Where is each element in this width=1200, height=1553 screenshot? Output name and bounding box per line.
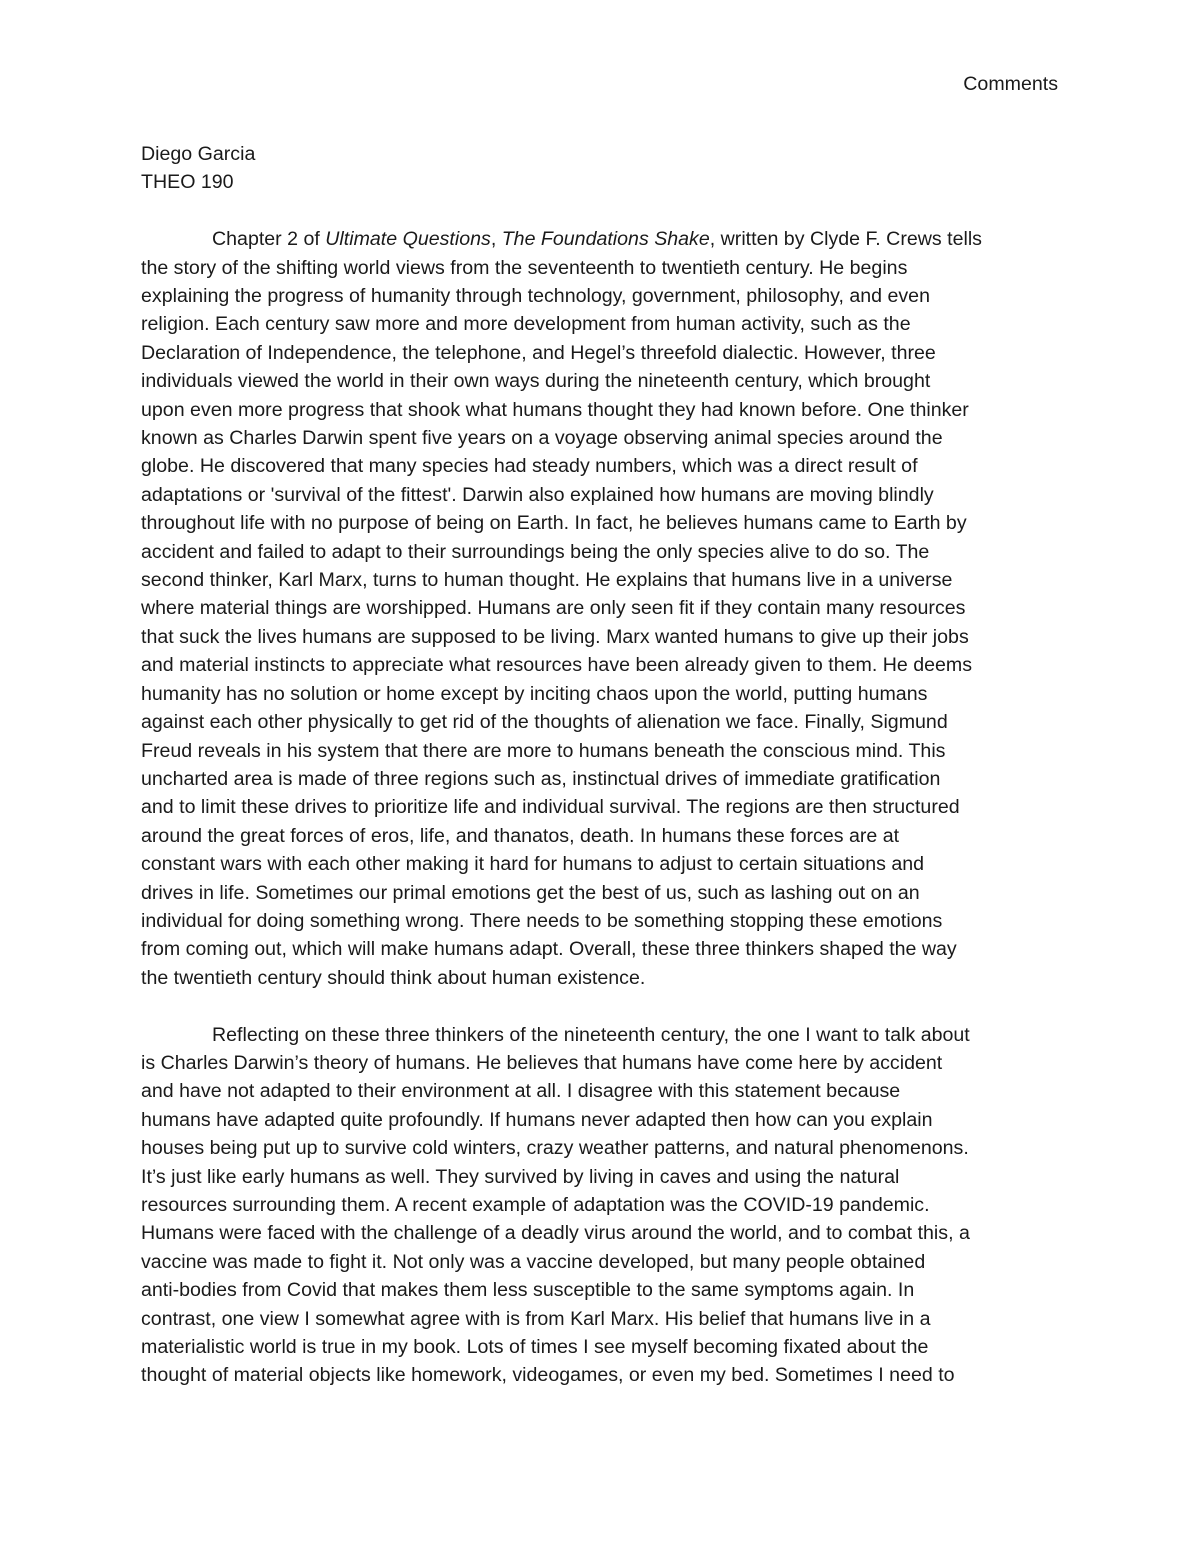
text-line: individual for doing something wrong. There needs to be something stopping these emotions: [141, 909, 943, 932]
text-line: is Charles Darwin’s theory of humans. He believes that humans have come here by accident: [141, 1051, 943, 1074]
text-line: contrast, one view I somewhat agree with is from Karl Marx. His belief that humans live in a: [141, 1307, 931, 1330]
document-body: [141, 140, 1071, 1390]
text-line: adaptations or 'survival of the fittest'. Darwin also explained how humans are moving blindly: [141, 483, 934, 506]
text-line: constant wars with each other making it hard for humans to adjust to certain situations and: [141, 853, 925, 876]
text-line: accident and failed to adapt to their surroundings being the only species alive to do so. The: [141, 540, 930, 563]
text-line: and have not adapted to their environment at all. I disagree with this statement because: [141, 1080, 901, 1103]
text-line: around the great forces of eros, life, and thanatos, death. In humans these forces are at: [141, 824, 900, 847]
text-line: thought of material objects like homework, videogames, or even my bed. Sometimes I need to: [141, 1364, 955, 1387]
text-line: resources surrounding them. A recent example of adaptation was the COVID-19 pandemic.: [141, 1194, 930, 1216]
text-line: from coming out, which will make humans adapt. Overall, these three thinkers shaped the way: [141, 938, 957, 961]
paragraph-1: [141, 225, 1071, 992]
text-line: humanity has no solution or home except by inciting chaos upon the world, putting humans: [141, 682, 928, 705]
text-line: vaccine was made to fight it. Not only was a vaccine developed, but many people obtained: [141, 1250, 926, 1273]
book-title: Ultimate Questions: [325, 228, 491, 251]
paragraph-2: [141, 1021, 1071, 1390]
author-name: Diego Garcia: [141, 143, 256, 165]
text-line: uncharted area is made of three regions such as, instinctual drives of immediate gratification: [141, 767, 941, 790]
text-line: humans have adapted quite profoundly. If humans never adapted then how can you explain: [141, 1108, 933, 1131]
text-line: known as Charles Darwin spent five years on a voyage observing animal species around the: [141, 427, 943, 450]
text-line: drives in life. Sometimes our primal emotions get the best of us, such as lashing out on an: [141, 881, 920, 904]
text-line: and material instincts to appreciate what resources have been already given to them. He deems: [141, 654, 973, 677]
text-line: upon even more progress that shook what humans thought they had known before. One thinker: [141, 398, 969, 421]
paragraph-2-lines: [141, 1049, 1071, 1390]
text-line: the story of the shifting world views from the seventeenth to twentieth century. He begins: [141, 256, 908, 279]
text-line: globe. He discovered that many species had steady numbers, which was a direct result of: [141, 455, 918, 478]
text-line: houses being put up to survive cold winters, crazy weather patterns, and natural phenomenons.: [141, 1137, 969, 1160]
chapter-title: The Foundations Shake: [501, 228, 710, 251]
text-line: explaining the progress of humanity through technology, government, philosophy, and even: [141, 285, 930, 308]
text-line: anti-bodies from Covid that makes them less susceptible to the same symptoms again. In: [141, 1279, 915, 1302]
paragraph-1-lines: [141, 254, 1071, 993]
text-run: Chapter 2 of: [212, 228, 326, 251]
text-line: second thinker, Karl Marx, turns to human thought. He explains that humans live in a universe: [141, 569, 953, 592]
paragraph-1-first-line: [141, 225, 1071, 253]
text-line: materialistic world is true in my book. Lots of times I see myself becoming fixated about the: [141, 1336, 929, 1359]
text-line: and to limit these drives to prioritize life and individual survival. The regions are then structured: [141, 796, 960, 819]
text-line: individuals viewed the world in their own ways during the nineteenth century, which brought: [141, 370, 931, 393]
course-code: THEO 190: [141, 171, 234, 194]
text-run: , written by Clyde F. Crews tells: [709, 228, 982, 251]
text-line: throughout life with no purpose of being on Earth. In fact, he believes humans came to Earth by: [141, 512, 967, 535]
paragraph-2-first-line: Reflecting on these three thinkers of the nineteenth century, the one I want to talk about: [212, 1023, 970, 1046]
text-line: Freud reveals in his system that there are more to humans beneath the conscious mind. This: [141, 739, 946, 762]
text-run: ,: [490, 228, 502, 251]
text-line: where material things are worshipped. Humans are only seen fit if they contain many resources: [141, 597, 966, 620]
text-line: the twentieth century should think about human existence.: [141, 966, 646, 989]
text-line: Humans were faced with the challenge of a deadly virus around the world, and to combat this, a: [141, 1222, 970, 1245]
header-comments: Comments: [963, 73, 1058, 95]
text-line: religion. Each century saw more and more development from human activity, such as the: [141, 313, 911, 336]
text-line: It’s just like early humans as well. They survived by living in caves and using the natural: [141, 1165, 900, 1188]
text-line: that suck the lives humans are supposed to be living. Marx wanted humans to give up their jobs: [141, 625, 969, 648]
text-line: Declaration of Independence, the telephone, and Hegel’s threefold dialectic. However, three: [141, 341, 936, 364]
text-line: against each other physically to get rid of the thoughts of alienation we face. Finally, Sigmund: [141, 711, 948, 734]
